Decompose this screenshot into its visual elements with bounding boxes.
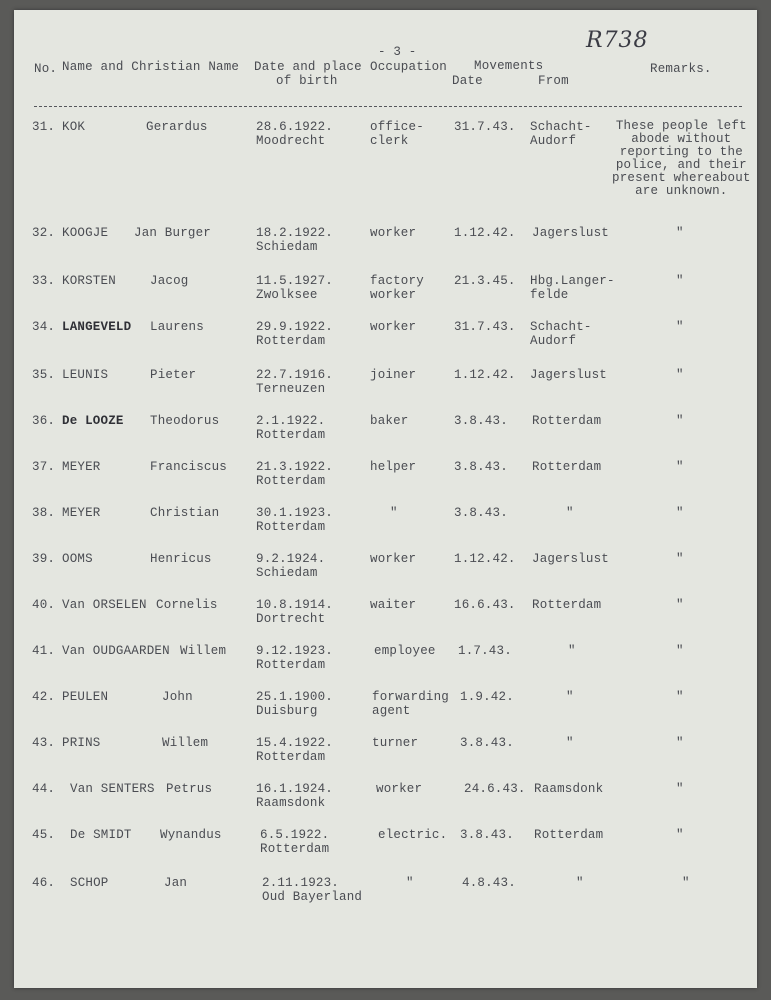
birth-date: 16.1.1924. bbox=[256, 782, 334, 796]
row-number: 36. bbox=[32, 414, 56, 428]
occupation: worker bbox=[370, 552, 417, 566]
remark: " bbox=[676, 414, 684, 428]
remark: " bbox=[676, 690, 684, 704]
movement-date: 1.12.42. bbox=[454, 552, 516, 566]
remark: " bbox=[676, 736, 684, 750]
birth-place: Schiedam bbox=[256, 240, 318, 254]
birth-date: 29.9.1922. bbox=[256, 320, 334, 334]
birth-place: Rotterdam bbox=[256, 334, 326, 348]
birth-place: Rotterdam bbox=[256, 474, 326, 488]
remark: " bbox=[676, 552, 684, 566]
remark: " bbox=[676, 226, 684, 240]
surname: De LOOZE bbox=[62, 414, 124, 428]
movement-date: 21.3.45. bbox=[454, 274, 516, 288]
movement-date: 3.8.43. bbox=[460, 736, 514, 750]
birth-date: 21.3.1922. bbox=[256, 460, 334, 474]
table-row bbox=[14, 552, 757, 592]
row-number: 42. bbox=[32, 690, 56, 704]
table-row bbox=[14, 876, 757, 916]
occupation-line2: worker bbox=[370, 288, 417, 302]
movement-from: Hbg.Langer- bbox=[530, 274, 615, 288]
given-name: Willem bbox=[162, 736, 209, 750]
table-row bbox=[14, 320, 757, 360]
table-row bbox=[14, 226, 757, 266]
birth-place: Oud Bayerland bbox=[262, 890, 363, 904]
header-birth-line2: of birth bbox=[276, 74, 338, 88]
occupation: turner bbox=[372, 736, 419, 750]
occupation: worker bbox=[370, 226, 417, 240]
surname: OOMS bbox=[62, 552, 93, 566]
movement-from: Jagerslust bbox=[530, 368, 608, 382]
birth-date: 30.1.1923. bbox=[256, 506, 334, 520]
header-movements: Movements bbox=[474, 59, 544, 73]
movement-date: 1.12.42. bbox=[454, 368, 516, 382]
occupation-line2: agent bbox=[372, 704, 411, 718]
header-date: Date bbox=[452, 74, 483, 88]
row-number: 40. bbox=[32, 598, 56, 612]
birth-date: 22.7.1916. bbox=[256, 368, 334, 382]
birth-date: 18.2.1922. bbox=[256, 226, 334, 240]
birth-date: 2.11.1923. bbox=[262, 876, 340, 890]
given-name: Laurens bbox=[150, 320, 204, 334]
given-name: Cornelis bbox=[156, 598, 218, 612]
movement-from: " bbox=[566, 506, 574, 520]
remark: " bbox=[676, 598, 684, 612]
movement-from: Jagerslust bbox=[532, 226, 610, 240]
birth-place: Rotterdam bbox=[256, 520, 326, 534]
remark: " bbox=[682, 876, 690, 890]
header-name: Name and Christian Name bbox=[62, 60, 240, 74]
page-number: - 3 - bbox=[378, 45, 417, 59]
row-number: 35. bbox=[32, 368, 56, 382]
movement-from: Rotterdam bbox=[532, 460, 602, 474]
header-no: No. bbox=[34, 62, 58, 76]
table-row bbox=[14, 274, 757, 314]
remark: " bbox=[676, 460, 684, 474]
birth-date: 15.4.1922. bbox=[256, 736, 334, 750]
row-number: 41. bbox=[32, 644, 56, 658]
movement-date: 3.8.43. bbox=[454, 506, 508, 520]
movement-date: 24.6.43. bbox=[464, 782, 526, 796]
handwritten-annotation: R738 bbox=[586, 28, 649, 53]
table-row bbox=[14, 828, 757, 868]
surname: PEULEN bbox=[62, 690, 109, 704]
row-number: 43. bbox=[32, 736, 56, 750]
table-row bbox=[14, 782, 757, 822]
table-row bbox=[14, 736, 757, 776]
occupation: worker bbox=[370, 320, 417, 334]
header-birth-line1: Date and place bbox=[254, 60, 362, 74]
birth-place: Raamsdonk bbox=[256, 796, 326, 810]
given-name: John bbox=[162, 690, 193, 704]
occupation: employee bbox=[374, 644, 436, 658]
surname: Van ORSELEN bbox=[62, 598, 147, 612]
birth-date: 11.5.1927. bbox=[256, 274, 334, 288]
header-divider bbox=[34, 106, 742, 107]
movement-date: 4.8.43. bbox=[462, 876, 516, 890]
row-number: 31. bbox=[32, 120, 56, 134]
row-number: 45. bbox=[32, 828, 56, 842]
surname: PRINS bbox=[62, 736, 101, 750]
given-name: Wynandus bbox=[160, 828, 222, 842]
birth-date: 9.12.1923. bbox=[256, 644, 334, 658]
table-row bbox=[14, 506, 757, 546]
birth-place: Rotterdam bbox=[256, 428, 326, 442]
occupation: waiter bbox=[370, 598, 417, 612]
remark: " bbox=[676, 506, 684, 520]
given-name: Theodorus bbox=[150, 414, 220, 428]
given-name: Pieter bbox=[150, 368, 197, 382]
table-row bbox=[14, 460, 757, 500]
occupation: helper bbox=[370, 460, 417, 474]
given-name: Jacog bbox=[150, 274, 189, 288]
document-page bbox=[14, 10, 757, 988]
table-row bbox=[14, 690, 757, 730]
remark: " bbox=[676, 828, 684, 842]
table-row bbox=[14, 414, 757, 454]
given-name: Jan Burger bbox=[134, 226, 212, 240]
movement-date: 3.8.43. bbox=[454, 460, 508, 474]
occupation: joiner bbox=[370, 368, 417, 382]
movement-date: 31.7.43. bbox=[454, 320, 516, 334]
row-number: 38. bbox=[32, 506, 56, 520]
movement-from-line2: Audorf bbox=[530, 334, 577, 348]
row-number: 32. bbox=[32, 226, 56, 240]
given-name: Willem bbox=[180, 644, 227, 658]
header-remarks: Remarks. bbox=[650, 62, 712, 76]
birth-place: Rotterdam bbox=[260, 842, 330, 856]
birth-date: 2.1.1922. bbox=[256, 414, 326, 428]
surname: MEYER bbox=[62, 506, 101, 520]
birth-place: Dortrecht bbox=[256, 612, 326, 626]
given-name: Jan bbox=[164, 876, 188, 890]
occupation: forwarding bbox=[372, 690, 450, 704]
birth-date: 25.1.1900. bbox=[256, 690, 334, 704]
occupation: " bbox=[390, 506, 398, 520]
birth-date: 10.8.1914. bbox=[256, 598, 334, 612]
surname: De SMIDT bbox=[70, 828, 132, 842]
surname: LEUNIS bbox=[62, 368, 109, 382]
table-row bbox=[14, 644, 757, 684]
occupation: baker bbox=[370, 414, 409, 428]
header-from: From bbox=[538, 74, 569, 88]
header-occupation: Occupation bbox=[370, 60, 448, 74]
movement-from: Rotterdam bbox=[532, 598, 602, 612]
movement-from: Jagerslust bbox=[532, 552, 610, 566]
birth-place: Terneuzen bbox=[256, 382, 326, 396]
surname: Van SENTERS bbox=[70, 782, 155, 796]
birth-place: Moodrecht bbox=[256, 134, 326, 148]
movement-date: 1.7.43. bbox=[458, 644, 512, 658]
remark-note: These people left abode without reporting to the police, and their present whereabout are unknown. bbox=[612, 119, 751, 198]
occupation: electric. bbox=[378, 828, 448, 842]
birth-date: 6.5.1922. bbox=[260, 828, 330, 842]
birth-place: Rotterdam bbox=[256, 750, 326, 764]
row-number: 46. bbox=[32, 876, 56, 890]
birth-place: Rotterdam bbox=[256, 658, 326, 672]
row-number: 34. bbox=[32, 320, 56, 334]
row-number: 33. bbox=[32, 274, 56, 288]
birth-place: Zwolksee bbox=[256, 288, 318, 302]
birth-date: 28.6.1922. bbox=[256, 120, 334, 134]
movement-from: " bbox=[568, 644, 576, 658]
row-number: 39. bbox=[32, 552, 56, 566]
movement-date: 3.8.43. bbox=[454, 414, 508, 428]
remark: " bbox=[676, 644, 684, 658]
surname: KOK bbox=[62, 120, 86, 134]
movement-from: Schacht- bbox=[530, 120, 592, 134]
movement-from: Schacht- bbox=[530, 320, 592, 334]
movement-from-line2: Audorf bbox=[530, 134, 577, 148]
movement-from: Raamsdonk bbox=[534, 782, 604, 796]
birth-place: Schiedam bbox=[256, 566, 318, 580]
surname: KOOGJE bbox=[62, 226, 109, 240]
movement-date: 3.8.43. bbox=[460, 828, 514, 842]
surname: SCHOP bbox=[70, 876, 109, 890]
movement-from: Rotterdam bbox=[534, 828, 604, 842]
given-name: Franciscus bbox=[150, 460, 228, 474]
given-name: Christian bbox=[150, 506, 220, 520]
remark: " bbox=[676, 782, 684, 796]
table-row bbox=[14, 368, 757, 408]
remark: " bbox=[676, 274, 684, 288]
given-name: Gerardus bbox=[146, 120, 208, 134]
movement-date: 1.12.42. bbox=[454, 226, 516, 240]
surname: KORSTEN bbox=[62, 274, 116, 288]
movement-from: " bbox=[566, 690, 574, 704]
surname: LANGEVELD bbox=[62, 320, 132, 334]
movement-from-line2: felde bbox=[530, 288, 569, 302]
movement-from: " bbox=[566, 736, 574, 750]
birth-place: Duisburg bbox=[256, 704, 318, 718]
row-number: 44. bbox=[32, 782, 56, 796]
movement-date: 1.9.42. bbox=[460, 690, 514, 704]
table-row bbox=[14, 598, 757, 638]
occupation-line2: clerk bbox=[370, 134, 409, 148]
occupation: worker bbox=[376, 782, 423, 796]
remark: " bbox=[676, 320, 684, 334]
row-number: 37. bbox=[32, 460, 56, 474]
given-name: Henricus bbox=[150, 552, 212, 566]
occupation: factory bbox=[370, 274, 424, 288]
movement-date: 31.7.43. bbox=[454, 120, 516, 134]
occupation: " bbox=[406, 876, 414, 890]
remark: " bbox=[676, 368, 684, 382]
movement-date: 16.6.43. bbox=[454, 598, 516, 612]
surname: Van OUDGAARDEN bbox=[62, 644, 170, 658]
movement-from: " bbox=[576, 876, 584, 890]
birth-date: 9.2.1924. bbox=[256, 552, 326, 566]
given-name: Petrus bbox=[166, 782, 213, 796]
movement-from: Rotterdam bbox=[532, 414, 602, 428]
occupation: office- bbox=[370, 120, 424, 134]
surname: MEYER bbox=[62, 460, 101, 474]
